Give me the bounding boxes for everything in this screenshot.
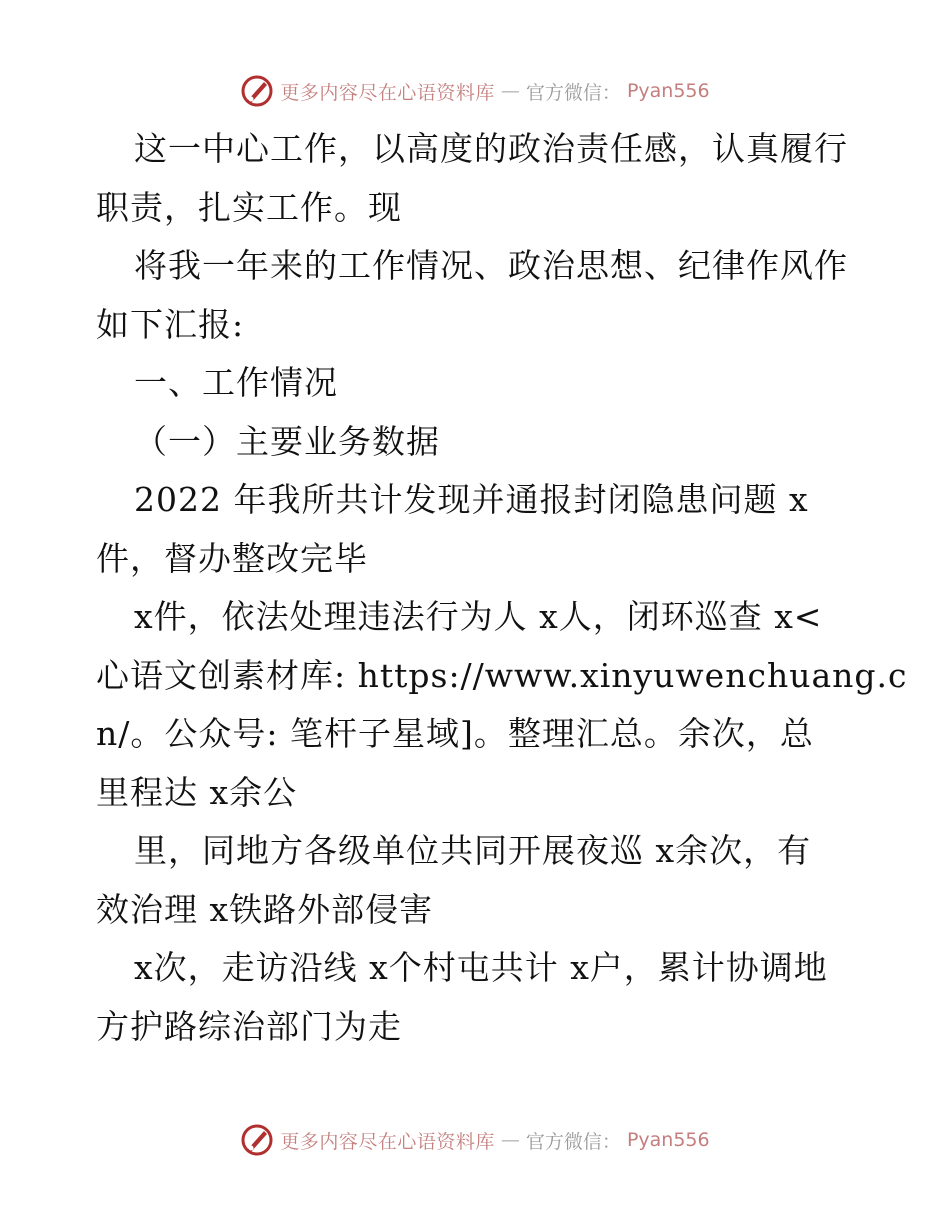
text-line: n/。公众号: 笔杆子星域]。整理汇总。余次，总 — [96, 714, 814, 753]
text-line: 心语文创素材库: https://www.xinyuwenchuang.c — [96, 655, 908, 695]
document-body — [96, 120, 908, 1056]
text-line: x次，走访沿线 x个村屯共计 x户，累计协调地 — [134, 948, 828, 987]
text-line: 如下汇报: — [96, 304, 245, 344]
watermark-header — [0, 71, 950, 111]
watermark-separator: — — [500, 80, 520, 102]
watermark-wechat-id: Pyan556 — [626, 1129, 710, 1151]
watermark-footer — [0, 1120, 950, 1160]
text-line: 将我一年来的工作情况、政治思想、纪律作风作 — [134, 246, 848, 285]
watermark-text: 更多内容尽在心语资料库 — [280, 1130, 495, 1153]
watermark-text: 更多内容尽在心语资料库 — [280, 81, 495, 104]
brand-logo-icon — [240, 1123, 274, 1157]
text-line: 件，督办整改完毕 — [96, 538, 368, 578]
text-line: 里，同地方各级单位共同开展夜巡 x余次，有 — [134, 831, 812, 870]
text-line: 里程达 x余公 — [96, 772, 298, 812]
text-line: 2022 年我所共计发现并通报封闭隐患问题 x — [134, 480, 809, 519]
watermark-official-label: 官方微信： — [525, 1130, 621, 1153]
text-line: 效治理 x铁路外部侵害 — [96, 889, 434, 929]
text-line: 方护路综治部门为走 — [96, 1006, 402, 1046]
text-line: 职责，扎实工作。现 — [96, 187, 402, 227]
watermark-wechat-id: Pyan556 — [626, 80, 710, 102]
text-line: x件，依法处理违法行为人 x人，闭环巡查 x< — [134, 597, 823, 636]
section-heading: 一、工作情况 — [134, 363, 338, 402]
watermark-separator: — — [500, 1129, 520, 1151]
watermark-official-label: 官方微信： — [525, 81, 621, 104]
text-line: 这一中心工作，以高度的政治责任感，认真履行 — [134, 129, 848, 168]
subsection-heading: （一）主要业务数据 — [134, 421, 440, 461]
brand-logo-icon — [240, 74, 274, 108]
